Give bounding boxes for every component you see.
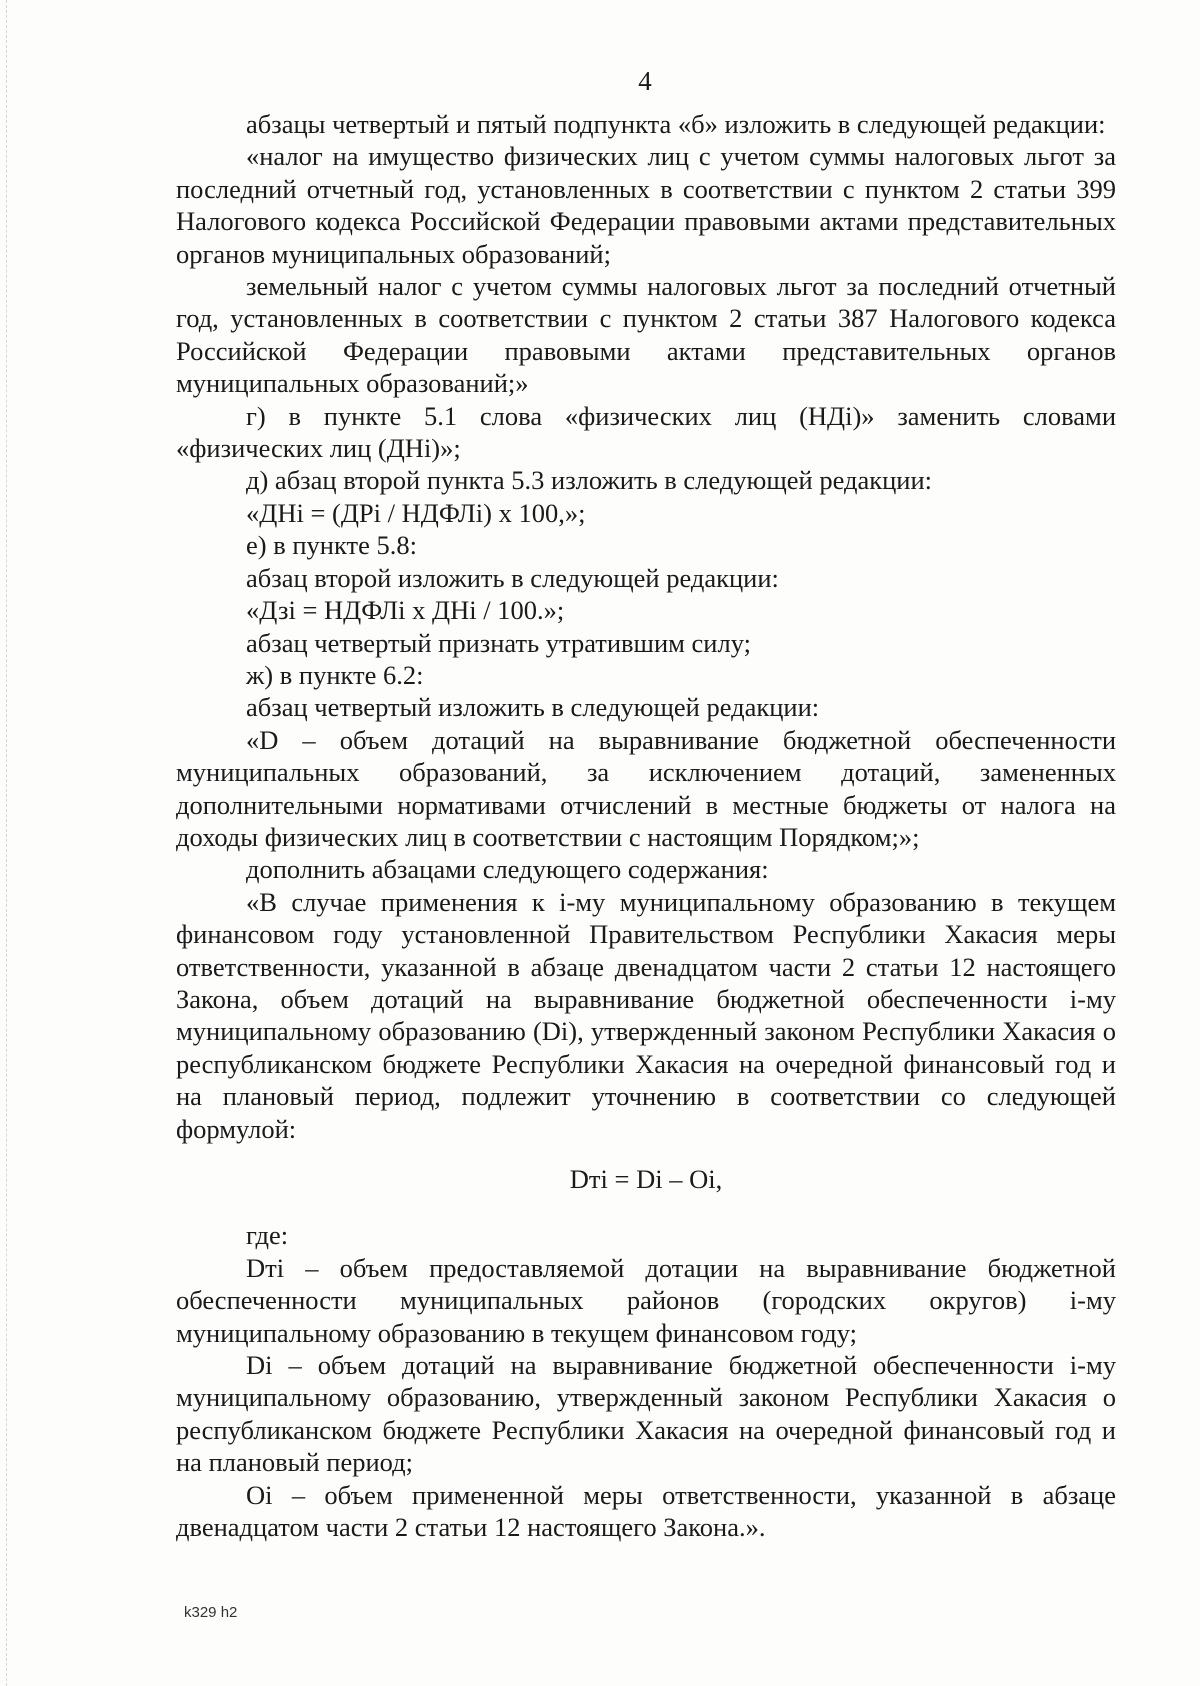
paragraph-4: г) в пункте 5.1 слова «физических лиц (НДi)» заменить словами «физических лиц (ДНi)»;	[176, 400, 1116, 464]
paragraph-2: «налог на имущество физических лиц с учетом суммы налоговых льгот за последний отчетный год, установленных в соответствии с пунктом 2 статьи 399 Налогового кодекса Российской Федерации правовыми актами представительных органов муниципальных образований;	[176, 141, 1116, 269]
definition-di: Di – объем дотаций на выравнивание бюджетной обеспеченности i-му муниципальному образованию, утвержденный законом Республики Хакасия о республиканском бюджете Республики Хакасия на очередной финансовый год и на плановый период;	[176, 1350, 1116, 1478]
document-body	[176, 108, 1116, 1543]
scan-edge-line	[6, 0, 7, 1686]
paragraph-12: абзац четвертый изложить в следующей редакции:	[246, 692, 820, 723]
formula: Dтi = Di – Oi,	[569, 1164, 723, 1194]
paragraph-7: е) в пункте 5.8:	[246, 530, 417, 561]
paragraph-1: абзацы четвертый и пятый подпункта «б» изложить в следующей редакции:	[246, 109, 1106, 139]
paragraph-where: где:	[246, 1220, 289, 1251]
paragraph-3: земельный налог с учетом суммы налоговых льгот за последний отчетный год, установленных в соответствии с пунктом 2 статьи 387 Налогового кодекса Российской Федерации правовыми актами представительных органов муниципальных образований;»	[176, 271, 1116, 399]
paragraph-9: «Дзi = НДФЛi x ДНi / 100.»;	[246, 595, 565, 626]
footer-code: k329 h2	[184, 1604, 238, 1621]
paragraph-13: «D – объем дотаций на выравнивание бюджетной обеспеченности муниципальных образований, за исключением дотаций, замененных дополнительными нормативами отчислений в местные бюджеты от налога на доходы физических лиц в соответствии с настоящим Порядком;»;	[176, 724, 1116, 852]
definition-oi: Oi – объем примененной меры ответственности, указанной в абзаце двенадцатом части 2 статьи 12 настоящего Закона.».	[176, 1479, 1116, 1543]
paragraph-15: «В случае применения к i-му муниципальному образованию в текущем финансовом году установленной Правительством Республики Хакасия меры ответственности, указанной в абзаце двенадцатом части 2 статьи 12 настоящего Закона, объем дотаций на выравнивание бюджетной обеспеченности i-му муниципальному образованию (Di), утвержденный законом Республики Хакасия о республиканском бюджете Республики Хакасия на очередной финансовый год и на плановый период, подлежит уточнению в соответствии со следующей формулой:	[176, 886, 1116, 1144]
paragraph-5: д) абзац второй пункта 5.3 изложить в следующей редакции:	[246, 465, 933, 496]
paragraph-10: абзац четвертый признать утратившим силу;	[246, 627, 751, 658]
page-number: 4	[638, 66, 652, 96]
definition-dti: Dтi – объем предоставляемой дотации на выравнивание бюджетной обеспеченности муниципальных районов (городских округов) i-му муниципальному образованию в текущем финансовом году;	[176, 1252, 1116, 1348]
paragraph-8: абзац второй изложить в следующей редакции:	[246, 562, 779, 593]
paragraph-14: дополнить абзацами следующего содержания:	[246, 854, 769, 885]
paragraph-6: «ДНi = (ДРi / НДФЛi) x 100,»;	[246, 497, 586, 528]
paragraph-11: ж) в пункте 6.2:	[246, 659, 424, 690]
